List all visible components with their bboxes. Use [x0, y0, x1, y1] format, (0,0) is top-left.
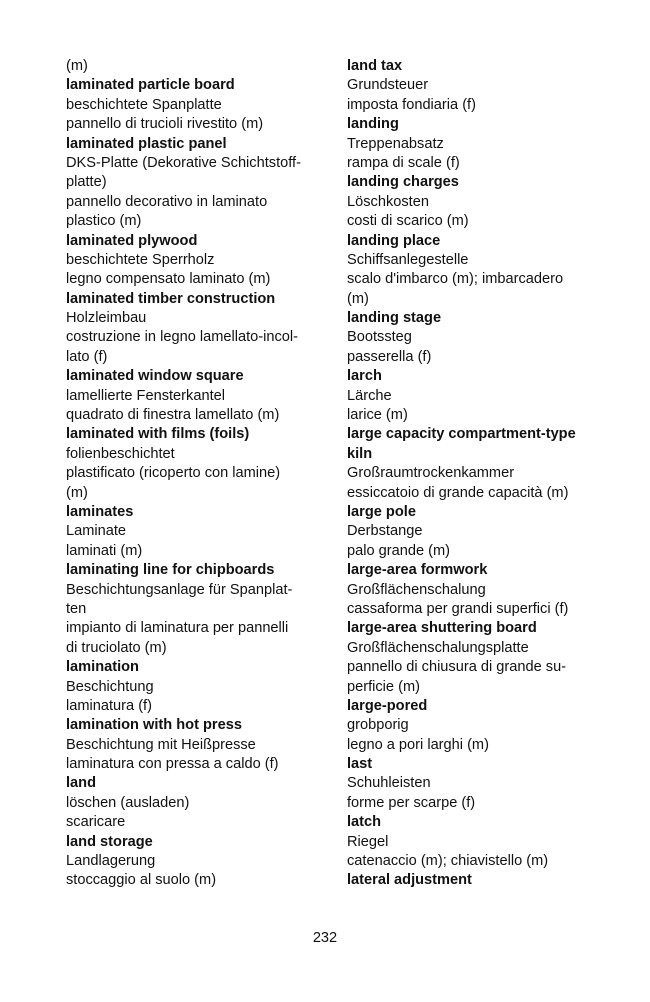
entry-translation: Löschkosten	[347, 193, 429, 210]
entry-translation: Beschichtungsanlage für Spanplat-	[66, 581, 293, 598]
entry-translation: Schiffsanlegestelle	[347, 251, 469, 268]
entry-translation: pannello decorativo in laminato	[66, 193, 268, 210]
entry-term: lateral adjustment	[347, 872, 472, 889]
entry-translation: Großflächenschalung	[347, 581, 486, 598]
entry-translation: Großflächenschalungsplatte	[347, 639, 529, 656]
entry-translation: scalo d'imbarco (m); imbarcadero	[347, 271, 564, 288]
entry-translation: larice (m)	[347, 407, 408, 424]
entry-translation: Laminate	[66, 523, 127, 540]
entry-term: landing stage	[347, 310, 442, 327]
entry-translation: (m)	[66, 58, 88, 74]
entry-translation: scaricare	[66, 814, 126, 831]
entry-term: land storage	[66, 833, 153, 850]
entry-translation: Großraumtrockenkammer	[347, 465, 515, 482]
entry-translation: imposta fondiaria (f)	[347, 96, 476, 113]
entry-translation: Beschichtung mit Heißpresse	[66, 736, 256, 753]
entry-term: land tax	[347, 58, 403, 74]
entry-translation: impianto di laminatura per pannelli	[66, 620, 289, 637]
entry-term: laminated plywood	[66, 232, 198, 249]
entry-translation: Derbstange	[347, 523, 423, 540]
entry-translation: beschichtete Spanplatte	[66, 96, 222, 113]
entry-translation: catenaccio (m); chiavistello (m)	[347, 853, 549, 870]
entry-term: latch	[347, 814, 382, 831]
entry-translation: beschichtete Sperrholz	[66, 251, 215, 268]
entry-term: larch	[347, 368, 382, 385]
entry-translation: plastificato (ricoperto con lamine)	[66, 465, 281, 482]
entry-translation: Beschichtung	[66, 678, 154, 695]
right-column	[347, 57, 627, 891]
entry-translation: (m)	[347, 290, 369, 307]
entry-translation: forme per scarpe (f)	[347, 794, 476, 811]
entry-translation: lamellierte Fensterkantel	[66, 387, 225, 404]
entry-translation: di truciolato (m)	[66, 639, 167, 656]
entry-term: laminated plastic panel	[66, 135, 227, 152]
entry-translation: laminati (m)	[66, 542, 143, 559]
entry-translation: pannello di trucioli rivestito (m)	[66, 116, 264, 133]
entry-translation: Grundsteuer	[347, 77, 429, 94]
entry-term: large-pored	[347, 697, 428, 714]
entry-translation: platte)	[66, 174, 107, 191]
entry-term: large pole	[347, 503, 416, 520]
entry-term: kiln	[347, 445, 373, 462]
entry-translation: folienbeschichtet	[66, 445, 175, 462]
entry-translation: costruzione in legno lamellato-incol-	[66, 329, 298, 346]
entry-translation: Schuhleisten	[347, 775, 431, 792]
entry-translation: legno a pori larghi (m)	[347, 736, 489, 753]
entry-translation: palo grande (m)	[347, 542, 451, 559]
entry-translation: DKS-Platte (Dekorative Schichtstoff-	[66, 154, 301, 171]
entry-translation: perficie (m)	[347, 678, 420, 695]
entry-term: landing place	[347, 232, 441, 249]
entry-term: laminated window square	[66, 368, 244, 385]
entry-translation: rampa di scale (f)	[347, 154, 460, 171]
entry-translation: cassaforma per grandi superfici (f)	[347, 600, 569, 617]
entry-translation: essiccatoio di grande capacità (m)	[347, 484, 569, 501]
entry-translation: quadrato di finestra lamellato (m)	[66, 407, 280, 424]
entry-translation: laminatura (f)	[66, 697, 152, 714]
entry-translation: lato (f)	[66, 348, 108, 365]
entry-translation: laminatura con pressa a caldo (f)	[66, 756, 279, 773]
entry-translation: Landlagerung	[66, 853, 156, 870]
entry-term: laminated timber construction	[66, 290, 276, 307]
entry-term: lamination with hot press	[66, 717, 242, 734]
entry-translation: Riegel	[347, 833, 389, 850]
entry-translation: löschen (ausladen)	[66, 794, 190, 811]
entry-term: laminated with films (foils)	[66, 426, 250, 443]
entry-translation: Treppenabsatz	[347, 135, 444, 152]
entry-term: laminating line for chipboards	[66, 562, 275, 579]
entry-term: large capacity compartment-type	[347, 426, 576, 443]
entry-term: laminated particle board	[66, 77, 235, 94]
entry-translation: costi di scarico (m)	[347, 213, 469, 230]
entry-translation: pannello di chiusura di grande su-	[347, 659, 567, 676]
left-column	[66, 57, 336, 891]
entry-translation: stoccaggio al suolo (m)	[66, 872, 217, 889]
entry-term: last	[347, 756, 373, 773]
entry-translation: (m)	[66, 484, 88, 501]
entry-translation: legno compensato laminato (m)	[66, 271, 271, 288]
entry-term: landing charges	[347, 174, 459, 191]
entry-term: large-area shuttering board	[347, 620, 537, 637]
entry-translation: grobporig	[347, 717, 409, 734]
entry-term: large-area formwork	[347, 562, 488, 579]
entry-translation: passerella (f)	[347, 348, 432, 365]
entry-term: laminates	[66, 503, 134, 520]
entry-term: landing	[347, 116, 399, 133]
entry-translation: Lärche	[347, 387, 392, 404]
entry-translation: plastico (m)	[66, 213, 142, 230]
entry-translation: Bootssteg	[347, 329, 412, 346]
entry-term: land	[66, 775, 96, 792]
entry-term: lamination	[66, 659, 139, 676]
entry-translation: Holzleimbau	[66, 310, 147, 327]
page-number: 232	[312, 930, 338, 946]
entry-translation: ten	[66, 600, 87, 617]
